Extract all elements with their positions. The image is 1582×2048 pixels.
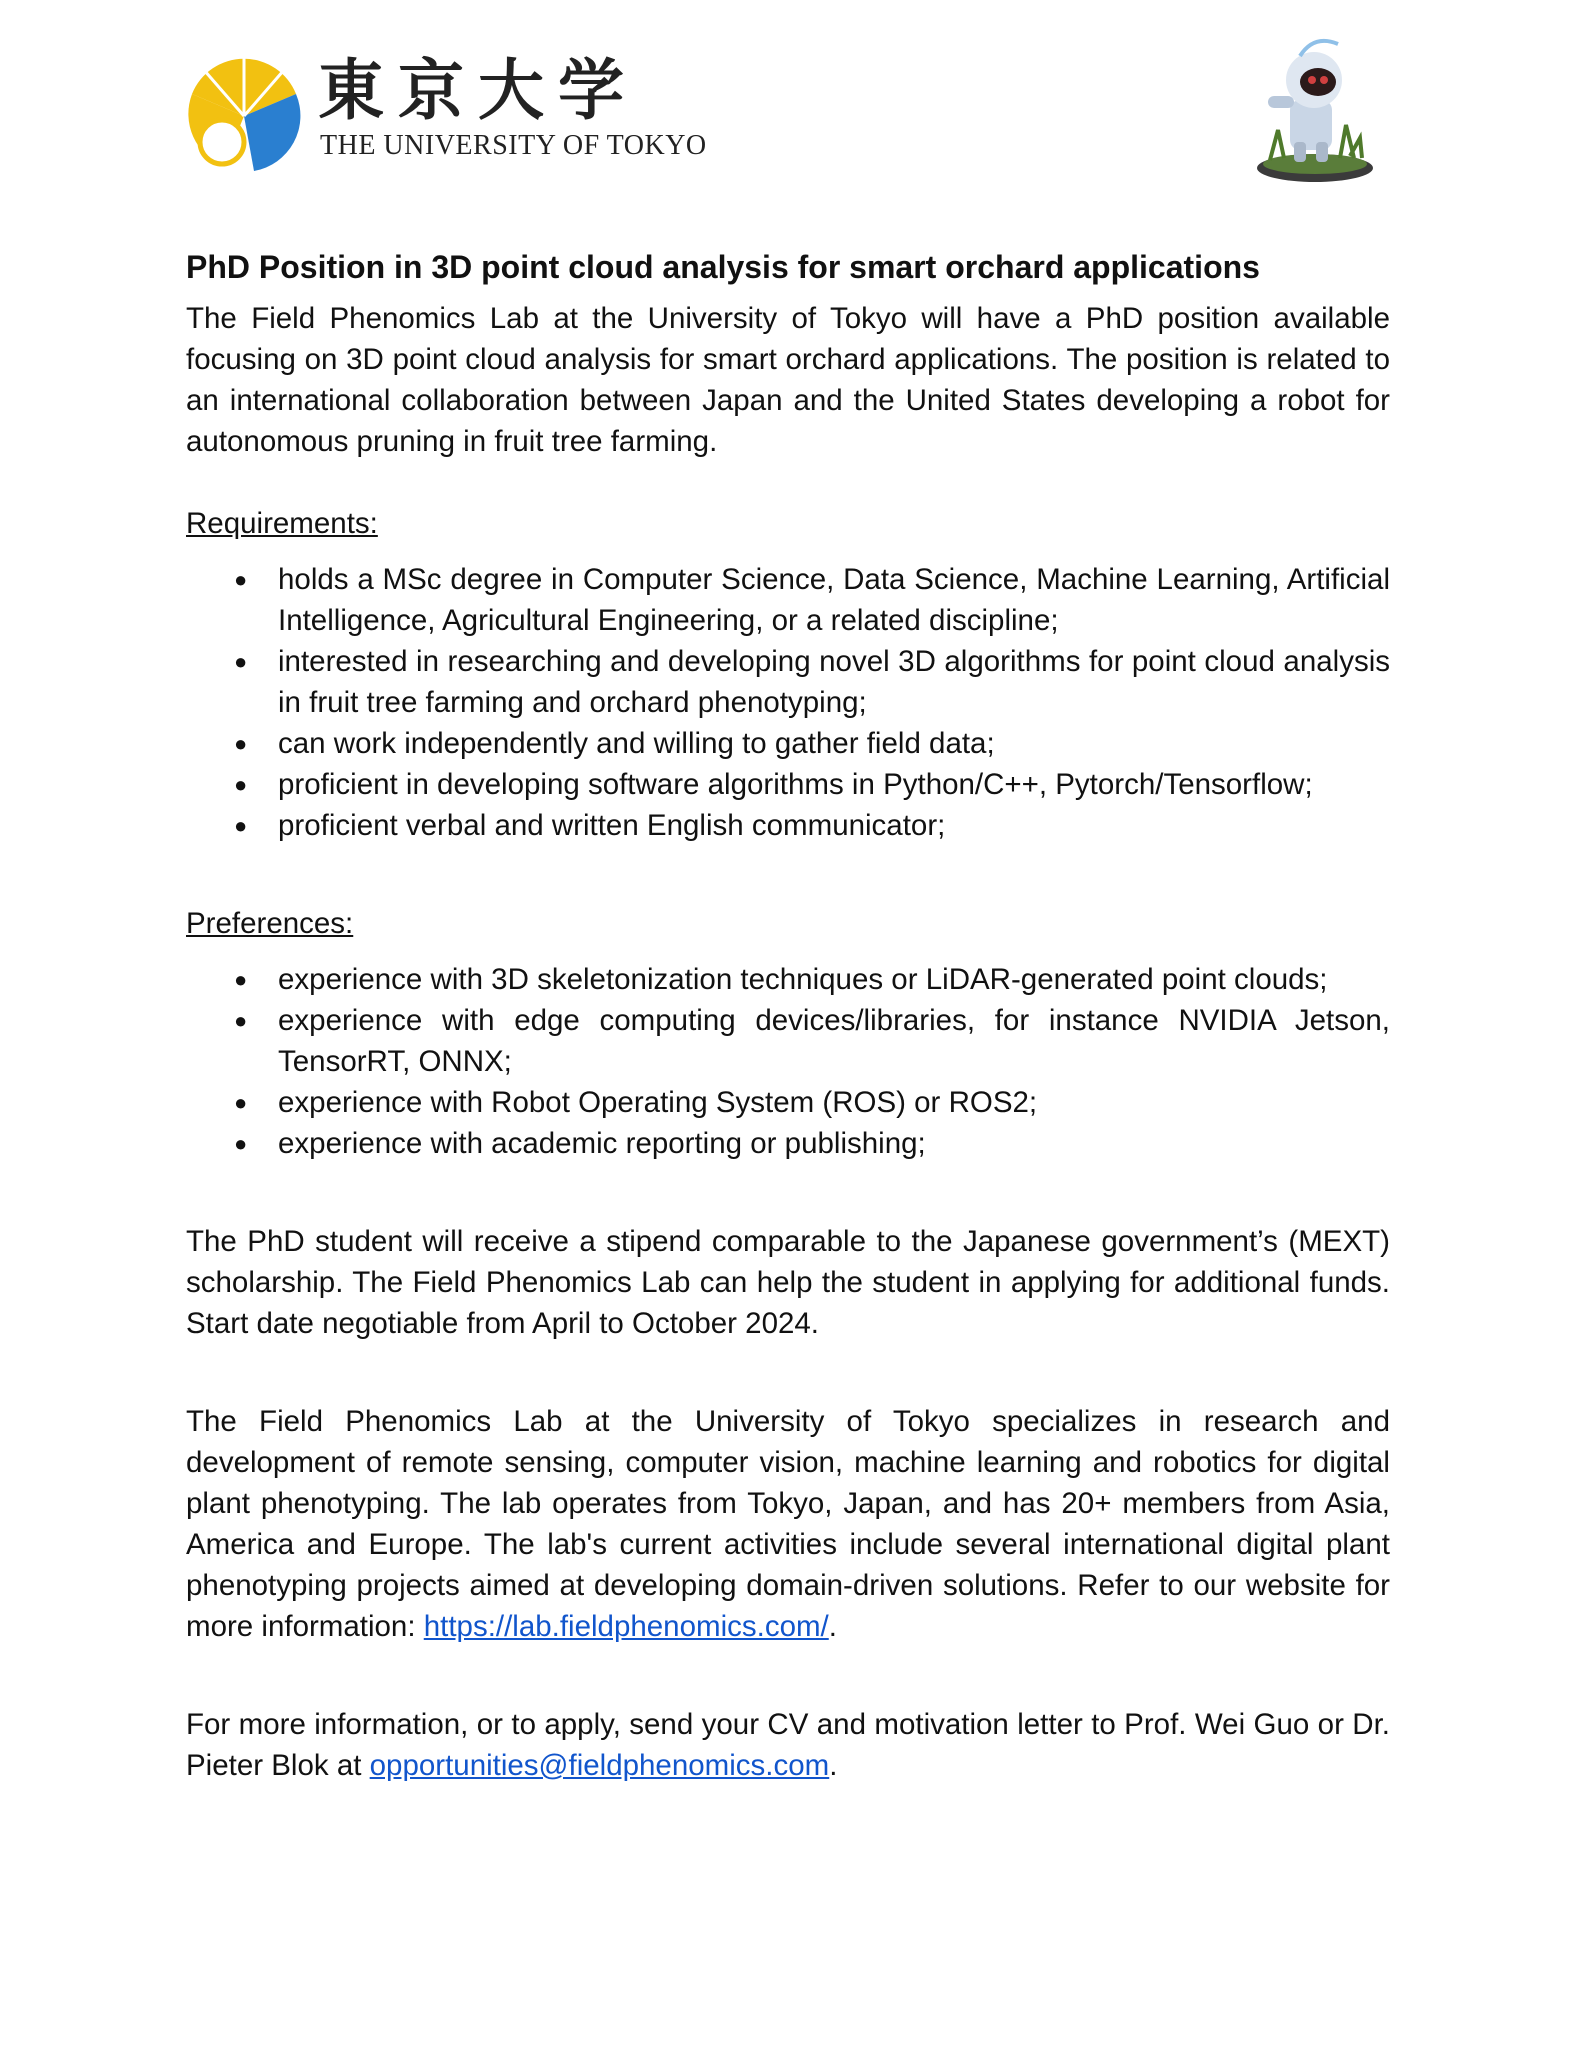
list-item: ● experience with Robot Operating System (ROS) or ROS2; — [186, 1082, 1390, 1123]
list-item: ● interested in researching and developing novel 3D algorithms for point cloud analysis in fruit tree farming and orchard phenotyping; — [186, 641, 1390, 723]
bullet-icon: ● — [234, 772, 248, 797]
list-item: ● can work independently and willing to gather field data; — [186, 723, 1390, 764]
robot-mascot-icon — [1250, 30, 1380, 185]
preferences-heading: Preferences: — [186, 907, 354, 940]
bullet-icon: ● — [234, 1131, 248, 1156]
list-item: ● experience with academic reporting or publishing; — [186, 1123, 1390, 1164]
list-item: ● holds a MSc degree in Computer Science, Data Science, Machine Learning, Artificial Intelligence, Agricultural Engineering, or a related discipline; — [186, 559, 1390, 641]
requirements-list — [186, 559, 1390, 846]
list-item: ● proficient verbal and written English communicator; — [186, 805, 1390, 846]
bullet-icon: ● — [234, 813, 248, 838]
requirements-heading: Requirements: — [186, 507, 378, 540]
bullet-icon: ● — [234, 731, 248, 756]
bullet-icon: ● — [234, 649, 248, 674]
university-logo — [184, 51, 707, 174]
bullet-icon: ● — [234, 967, 248, 992]
intro-paragraph: The Field Phenomics Lab at the University of Tokyo will have a PhD position available focusing on 3D point cloud analysis for smart orchard applications. The position is related to an international collaboration between Japan and the United States developing a robot for autonomous pruning in fruit tree farming. — [186, 302, 1390, 458]
ginkgo-leaf-icon — [184, 54, 304, 174]
bullet-icon: ● — [234, 567, 248, 592]
stipend-paragraph: The PhD student will receive a stipend comparable to the Japanese government’s (MEXT) scholarship. The Field Phenomics Lab can help the student in applying for additional funds. Start date negotiable from April to October 2024. — [186, 1225, 1390, 1340]
logo-kanji: 東京大学 — [318, 51, 638, 129]
page-title: PhD Position in 3D point cloud analysis for smart orchard applications — [186, 249, 1260, 285]
contact-paragraph: For more information, or to apply, send your CV and motivation letter to Prof. Wei Guo or Dr. Pieter Blok at opportunities@fieldphenomics.com. — [186, 1708, 1390, 1782]
document-body — [186, 242, 1390, 1786]
preferences-list — [186, 959, 1390, 1164]
list-item: ● experience with edge computing devices/libraries, for instance NVIDIA Jetson, TensorRT, ONNX; — [186, 1000, 1390, 1082]
about-paragraph: The Field Phenomics Lab at the University of Tokyo specializes in research and development of remote sensing, computer vision, machine learning and robotics for digital plant phenotyping. The lab operates from Tokyo, Japan, and has 20+ members from Asia, America and Europe. The lab's current activities include several international digital plant phenotyping projects aimed at developing domain-driven solutions. Refer to our website for more information: https://lab.fieldphenomics.com/. — [186, 1405, 1390, 1643]
list-item: ● proficient in developing software algorithms in Python/C++, Pytorch/Tensorflow; — [186, 764, 1390, 805]
bullet-icon: ● — [234, 1008, 248, 1033]
bullet-icon: ● — [234, 1090, 248, 1115]
website-link[interactable]: https://lab.fieldphenomics.com/ — [423, 1610, 829, 1643]
list-item: ● experience with 3D skeletonization techniques or LiDAR-generated point clouds; — [186, 959, 1390, 1000]
email-link[interactable]: opportunities@fieldphenomics.com — [369, 1749, 830, 1782]
logo-english: THE UNIVERSITY OF TOKYO — [320, 130, 707, 161]
